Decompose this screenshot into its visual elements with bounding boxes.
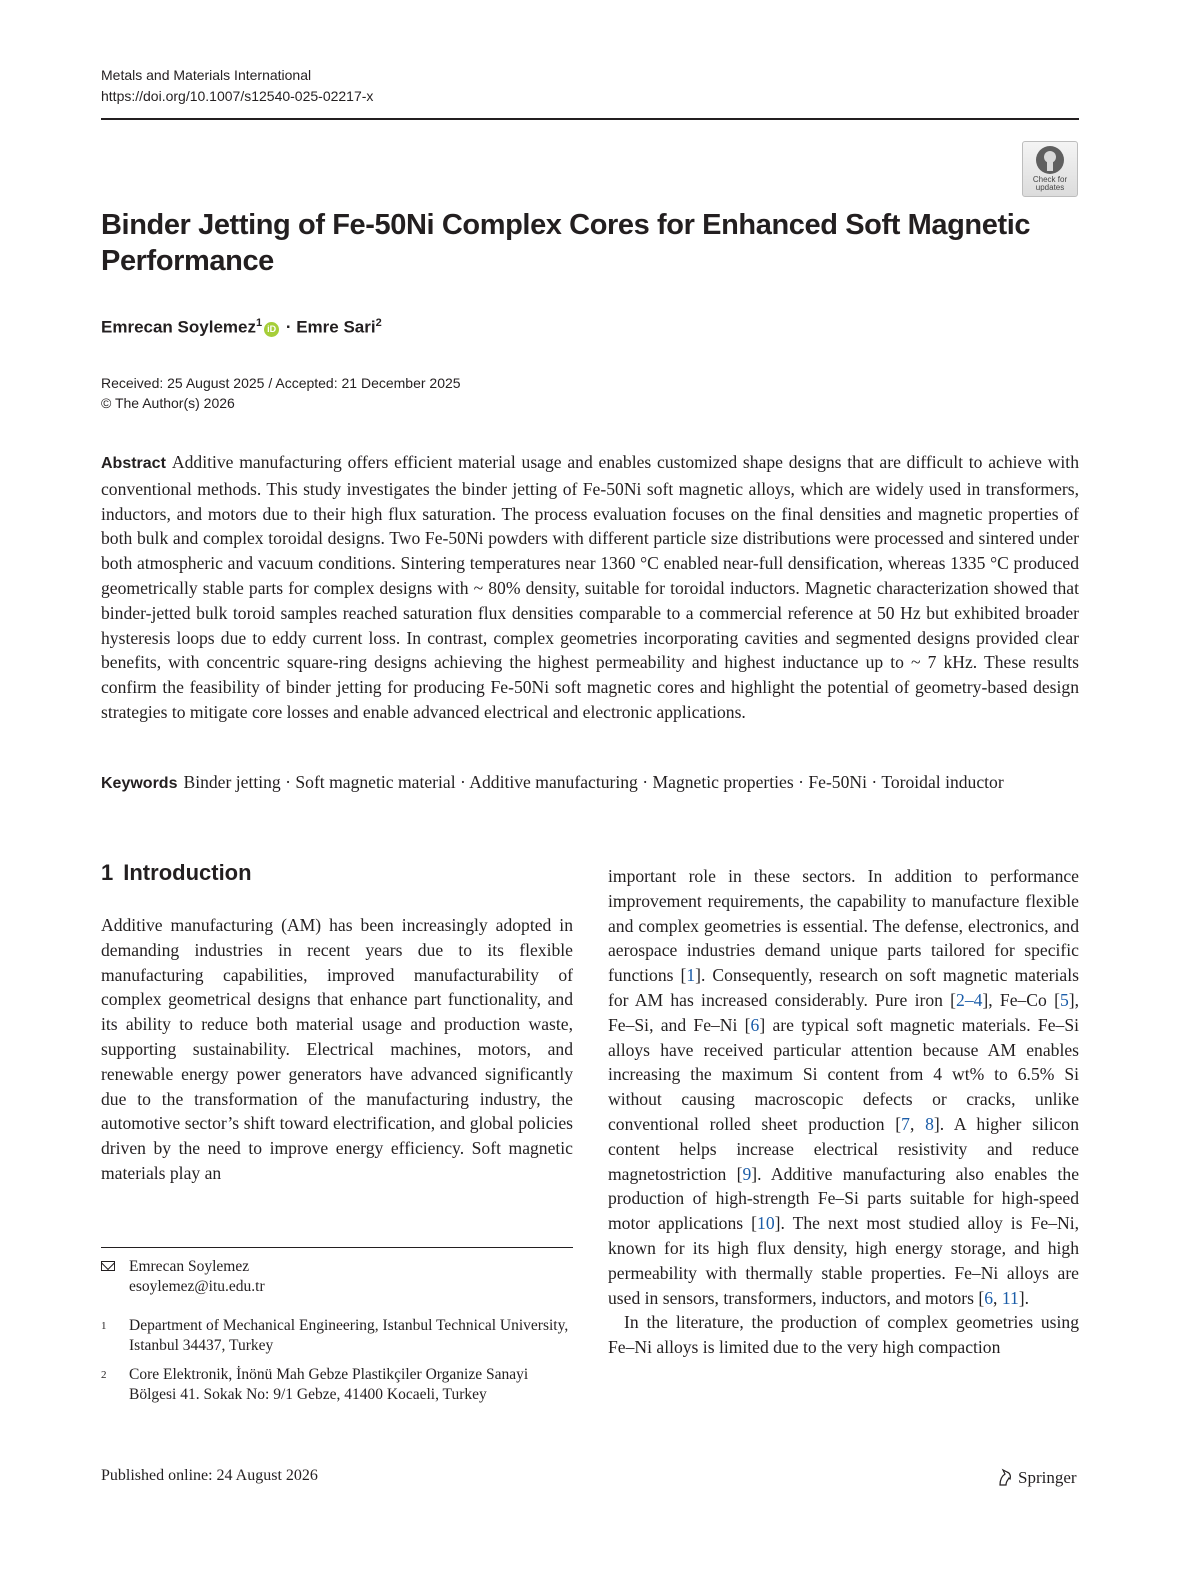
affiliation-number: 2: [101, 1369, 107, 1381]
section-number: 1: [101, 860, 114, 885]
author-name[interactable]: Emre Sari: [296, 317, 376, 337]
affiliation-footnote: [101, 1365, 573, 1405]
text-run: ] are typical soft magnetic materials. Fe–Si alloys have received particular attention because AM enables increasing the maximum Si content from 4 wt% to 6.5% Si without causing macroscopic defects or cracks, unlike conventional rolled sheet production [: [608, 1014, 1079, 1134]
citation-link[interactable]: 5: [1059, 989, 1069, 1010]
citation-link[interactable]: 11: [1001, 1287, 1019, 1308]
intro-paragraph: [608, 864, 1079, 1310]
affiliation-text: Department of Mechanical Engineering, Istanbul Technical University, Istanbul 34437, Turkey: [129, 1317, 569, 1354]
text-run: ,: [909, 1113, 926, 1134]
springer-horse-icon: [997, 1468, 1013, 1486]
affiliation-text: Core Elektronik, İnönü Mah Gebze Plastikçiler Organize Sanayi Bölgesi 41. Sokak No: 9/1 Gebze, 41400 Kocaeli, Turkey: [129, 1366, 529, 1403]
citation-link[interactable]: 6: [984, 1287, 994, 1308]
journal-name: Metals and Materials International: [101, 67, 312, 83]
check-for-updates-button[interactable]: [1022, 141, 1078, 197]
publisher-name: Springer: [1018, 1468, 1077, 1487]
corresponding-author-footnote: [101, 1257, 573, 1297]
citation-link[interactable]: 6: [750, 1014, 760, 1035]
published-online: Published online: 24 August 2026: [101, 1467, 318, 1484]
article-dates: [101, 373, 461, 413]
text-run: ]. Consequently, research on soft magnetic materials for AM has increased considerably. Pure iron [: [608, 965, 1079, 1010]
doi-link[interactable]: https://doi.org/10.1007/s12540-025-02217-x: [101, 88, 374, 104]
abstract-text: Additive manufacturing offers efficient material usage and enables customized shape designs that are difficult to achieve with conventional methods. This study investigates the binder jetting of Fe-50Ni soft magnetic alloys, which are widely used in transformers, inductors, and motors due to their high flux saturation. The process evaluation focuses on the final densities and magnetic properties of both bulk and complex toroidal designs. Two Fe-50Ni powders with different particle size distributions were processed and sintered under both atmospheric and vacuum conditions. Sintering temperatures near 1360 °C enabled near-full densification, whereas 1335 °C produced geometrically stable parts for complex designs with ~ 80% density, suitable for toroidal inductors. Magnetic characterization showed that binder-jetted bulk toroid samples reached saturation flux densities comparable to a commercial reference at 50 Hz but exhibited broader hysteresis loops due to eddy current loss. In contrast, complex geometries incorporating cavities and segmented designs provided clear benefits, with concentric square-ring designs achieving the highest permeability and highest inductance up to ~ 7 kHz. These results confirm the feasibility of binder jetting for producing Fe-50Ni soft magnetic cores and highlight the potential of geometry-based design strategies to mitigate core losses and enable advanced electrical and electronic applications.: [101, 452, 1079, 722]
citation-link[interactable]: 1: [686, 965, 696, 986]
check-for-updates-icon: [1036, 146, 1064, 174]
text-run: ].: [1018, 1287, 1030, 1308]
affiliation-footnote: [101, 1316, 573, 1356]
copyright: © The Author(s) 2026: [101, 395, 235, 411]
header-rule: [101, 118, 1079, 120]
section-heading: [101, 860, 252, 886]
keywords-text: Binder jetting · Soft magnetic material · Additive manufacturing · Magnetic properties · Fe-50Ni · Toroidal inductor: [183, 772, 1004, 792]
citation-link[interactable]: 7: [901, 1113, 910, 1134]
keywords-label: Keywords: [101, 775, 178, 792]
envelope-icon: [101, 1261, 115, 1271]
text-run: ]. A higher silicon content helps increase electrical resistivity and reduce magnetostriction [: [608, 1113, 1080, 1184]
citation-link[interactable]: 10: [757, 1213, 775, 1234]
orcid-icon[interactable]: iD: [264, 322, 279, 337]
text-run: ]. Additive manufacturing also enables the production of high-strength Fe–Si parts suitable for high-speed motor applications [: [608, 1163, 1080, 1234]
citation-link[interactable]: 9: [742, 1163, 752, 1184]
badge-text-line1: Check for: [1032, 175, 1068, 184]
keywords: [101, 770, 1079, 797]
intro-paragraph: Additive manufacturing (AM) has been increasingly adopted in demanding industries in recent years due to its flexible manufacturing capabilities, improved manufacturability of complex geometrical designs that enhance part functionality, and its ability to reduce both material usage and production waste, supporting sustainability. Electrical machines, motors, and renewable energy power generators have advanced significantly due to the transformation of the manufacturing industry, the automotive sector’s shift toward electrification, and global policies driven by the need to improve energy efficiency. Soft magnetic materials play an: [101, 915, 573, 1183]
left-column: [101, 913, 573, 1186]
author-name[interactable]: Emrecan Soylemez: [101, 317, 256, 337]
received-accepted: Received: 25 August 2025 / Accepted: 21 December 2025: [101, 375, 461, 391]
text-run: ]. The next most studied alloy is Fe–Ni, known for its high flux density, high energy storage, and high permeability with thermally stable properties. Fe–Ni alloys are used in sensors, transformers, inductors, and motors [: [608, 1213, 1079, 1308]
journal-header: [101, 65, 373, 107]
section-title: Introduction: [123, 860, 252, 885]
author-separator: ·: [281, 317, 297, 337]
text-run: important role in these sectors. In addition to performance improvement requirements, the capability to manufacture flexible and complex geometries is essential. The defense, electronics, and aerospace industries demand unique parts tailored for specific functions [: [608, 866, 1079, 986]
citation-link[interactable]: 8: [925, 1113, 934, 1134]
text-run: ], Fe–Co [: [982, 989, 1060, 1010]
right-column: [608, 864, 1079, 1360]
citation-link[interactable]: 2–4: [956, 989, 983, 1010]
publisher-logo: [997, 1467, 1077, 1489]
abstract: [101, 450, 1079, 725]
text-run: ,: [993, 1287, 1002, 1308]
author-affiliation-mark: 2: [375, 317, 382, 329]
footnote-rule: [101, 1247, 573, 1248]
text-run: ], Fe–Si, and Fe–Ni [: [608, 989, 1079, 1035]
article-title: Binder Jetting of Fe-50Ni Complex Cores for Enhanced Soft Magnetic Performance: [101, 209, 1031, 277]
contact-email[interactable]: esoylemez@itu.edu.tr: [129, 1278, 265, 1295]
author-affiliation-mark: 1: [255, 317, 263, 329]
abstract-label: Abstract: [101, 455, 166, 472]
author-list: [101, 312, 382, 339]
intro-paragraph: In the literature, the production of complex geometries using Fe–Ni alloys is limited due to the very high compaction: [608, 1312, 1079, 1358]
badge-text-line2: updates: [1035, 183, 1065, 192]
contact-name: Emrecan Soylemez: [129, 1258, 250, 1275]
affiliation-number: 1: [101, 1320, 107, 1332]
